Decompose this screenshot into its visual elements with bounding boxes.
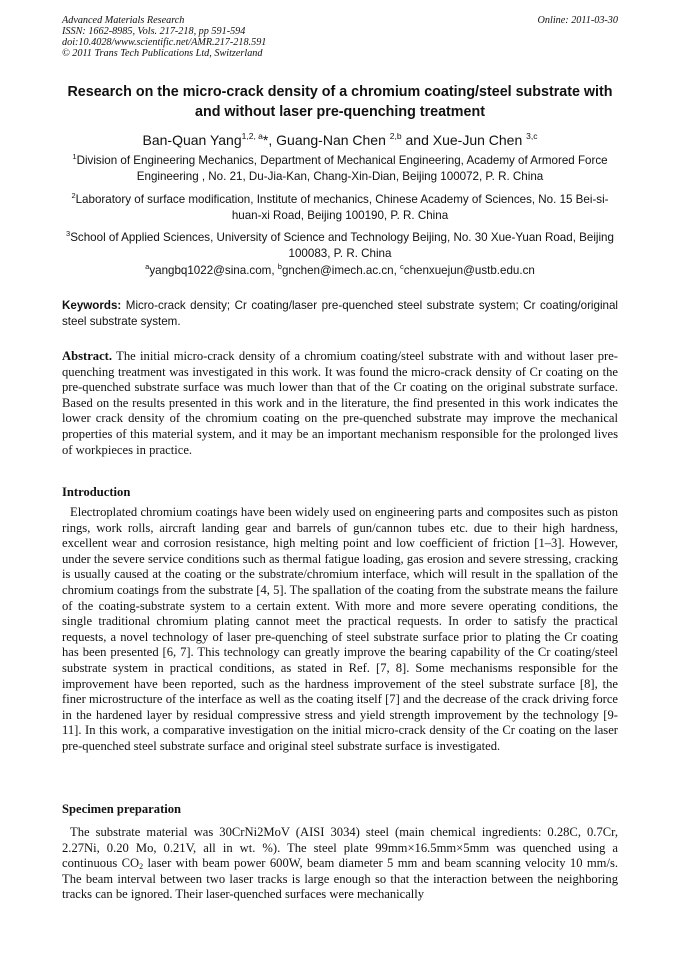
- affiliation-text: Division of Engineering Mechanics, Department of Mechanical Engineering, Academy of Armored Force Engineering , No. 21, Du-Jia-Kan, Chang-Xin-Dian, Beijing 100072, P. R. China: [76, 154, 608, 183]
- author-affiliation-mark: 1,2, a: [241, 131, 263, 141]
- author-name: Ban-Quan Yang: [142, 132, 242, 148]
- affiliation-3: [62, 230, 618, 262]
- abstract-block: [62, 349, 618, 458]
- affiliation-text: Laboratory of surface modification, Institute of mechanics, Chinese Academy of Sciences, No. 15 Bei-si-huan-xi Road, Beijing 100190, P. R. China: [75, 193, 609, 222]
- affiliation-number: 2: [71, 191, 76, 200]
- introduction-heading: Introduction: [62, 485, 131, 499]
- doi-line: doi:10.4028/www.scientific.net/AMR.217-218.591: [62, 37, 267, 48]
- author-affiliation-mark: 3,c: [526, 131, 538, 141]
- affiliation-number: 1: [72, 152, 77, 161]
- abstract-text: The initial micro-crack density of a chromium coating/steel substrate with and without laser pre-quenching treatment was investigated in this work. It was found the micro-crack density of Cr coating on the pre-quenched substrate surface was much lower than that of the Cr coating on the original substrate surface. Based on the results presented in this work and in the literature, the find presented in this work indicates the lower crack density of the chromium coating on the pre-quenched substrate may improve the mechanical properties of this material system, and it may be an important mechanism responsible for the prolonged lives of workpieces in practice.: [62, 349, 618, 457]
- author-separator: and: [401, 132, 433, 148]
- affiliation-1: [62, 153, 618, 185]
- journal-header: [62, 15, 618, 59]
- email-mark: c: [400, 262, 404, 271]
- author-list: [62, 131, 618, 149]
- email-mark: a: [145, 262, 150, 271]
- affiliation-text: School of Applied Sciences, University of Science and Technology Beijing, No. 30 Xue-Yuan Road, Beijing 100083, P. R. China: [70, 231, 614, 260]
- author-affiliation-mark: 2,b: [389, 131, 402, 141]
- specimen-paragraph: [62, 825, 618, 903]
- copyright-line: © 2011 Trans Tech Publications Ltd, Switzerland: [62, 48, 263, 59]
- author-name: Xue-Jun Chen: [432, 132, 527, 148]
- email-mark: b: [277, 262, 282, 271]
- author-name: Guang-Nan Chen: [276, 132, 390, 148]
- abstract-label: Abstract.: [62, 349, 113, 363]
- keywords-text: Micro-crack density; Cr coating/laser pre-quenched steel substrate system; Cr coating/original steel substrate system.: [62, 299, 618, 328]
- keywords-block: [62, 298, 618, 330]
- email-address[interactable]: chenxuejun@ustb.edu.cn: [403, 264, 535, 277]
- affiliation-number: 3: [66, 229, 71, 238]
- keywords-label: Keywords:: [62, 299, 122, 312]
- introduction-paragraph: Electroplated chromium coatings have been widely used on engineering parts and composites such as piston rings, work rolls, aircraft landing gear and barrels of gun/cannon tubes etc. due to their high hardness, excellent wear and corrosion resistance, high melting point and low coefficient of friction [1–3]. However, under the severe service conditions such as thermal fatigue loading, gas erosion and severe stressing, cracking is usually caused at the coating or the substrate/chromium interface, which will result in the spallation of the chromium coatings from the substrate [4, 5]. The spallation of the coating from the substrate means the failure of the coating-substrate system to a certain extent. With more and more severe operating conditions, the single traditional chromium plating cannot meet the practical requests. In order to satisfy the practical requests, a novel technology of laser pre-quenching of steel substrate surface prior to plating the Cr coating has been presented [6, 7]. This technology can greatly improve the bearing capability of the Cr coating/steel substrate system in practical conditions, as stated in Ref. [7, 8]. Some mechanisms responsible for the improvement have been reported, such as the hardness improvement of the steel substrate surface [8], the finer microstructure of the interface as well as the coating itself [7] and the decrease of the crack driving force in the hardened layer by residual compressive stress and yield strength improvement by the technology [9-11]. In this work, a comparative investigation on the initial micro-crack density of the Cr coating on the laser pre-quenched steel substrate surface and original steel substrate surface is investigated.: [62, 505, 618, 753]
- online-date: Online: 2011-03-30: [537, 15, 618, 26]
- co2-subscript: 2: [139, 862, 144, 872]
- paper-title: Research on the micro-crack density of a chromium coating/steel substrate with and without laser pre-quenching treatment: [67, 84, 613, 120]
- email-list: [62, 263, 618, 279]
- email-address[interactable]: yangbq1022@sina.com,: [149, 264, 278, 277]
- author-separator: *,: [262, 132, 277, 148]
- affiliation-2: [62, 192, 618, 224]
- email-address[interactable]: gnchen@imech.ac.cn,: [281, 264, 401, 277]
- issn-line: ISSN: 1662-8985, Vols. 217-218, pp 591-594: [62, 26, 246, 37]
- journal-name: Advanced Materials Research: [62, 15, 185, 26]
- specimen-heading: Specimen preparation: [62, 802, 182, 816]
- specimen-text-b: laser with beam power 600W, beam diameter 5 mm and beam scanning velocity 10 mm/s. The beam interval between two laser tracks is large enough so that the interaction between the neighboring tracks can be ignored. Their laser-quenched surfaces were mechanically: [62, 856, 619, 902]
- specimen-text-a: The substrate material was 30CrNi2MoV (AISI 3034) steel (main chemical ingredients: 0.28C, 0.7Cr, 2.27Ni, 0.20 Mo, 0.21V, all in wt. %). The steel plate 99mm×16.5mm×5mm was quenched using a continuous CO: [62, 825, 618, 871]
